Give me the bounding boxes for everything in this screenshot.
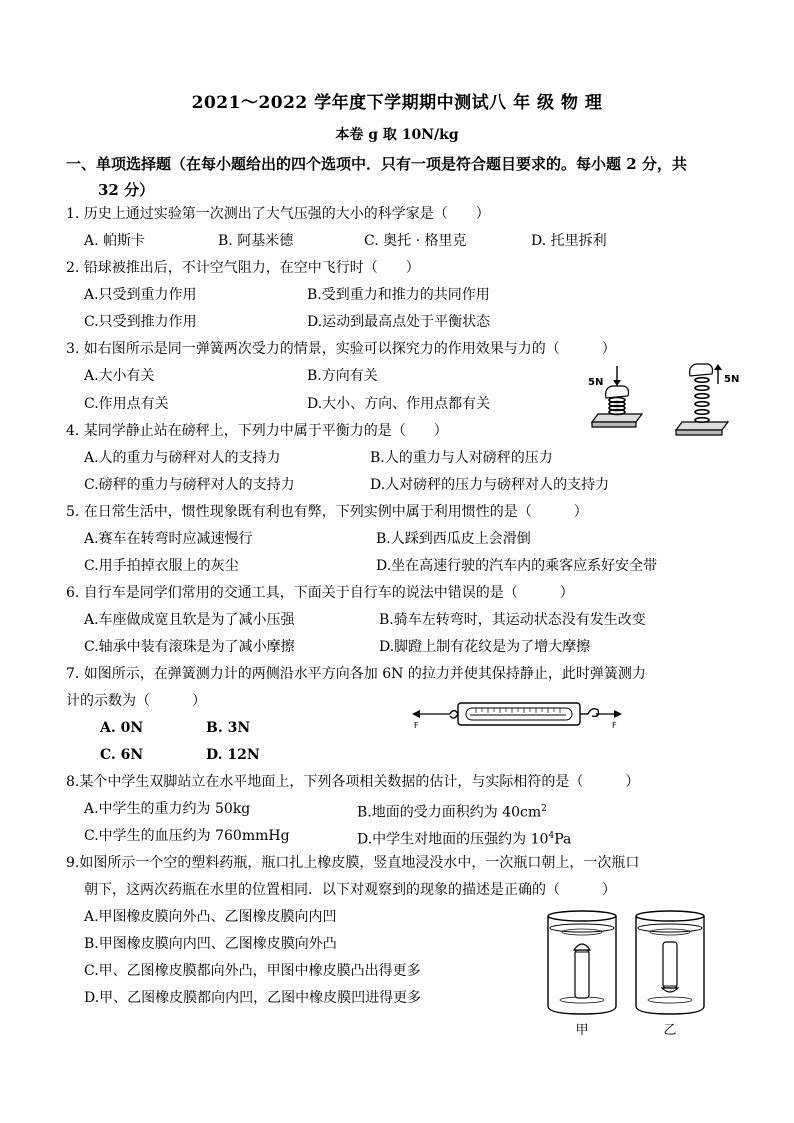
question-2-stem: 2. 铅球被推出后，不计空气阻力，在空中飞行时（ ） — [66, 260, 420, 276]
spring-right-label: 5N — [724, 374, 740, 385]
question-2-option-a: A.只受到重力作用 — [84, 287, 197, 303]
question-6-option-c: C.轴承中装有滚珠是为了减小摩擦 — [84, 639, 295, 655]
section-heading-line2: 32 分） — [98, 181, 155, 199]
question-5-option-c: C.用手拍掉衣服上的灰尘 — [84, 558, 239, 574]
question-6-option-a: A.车座做成宽且软是为了减小压强 — [84, 612, 295, 628]
question-6-option-b: B.骑车左转弯时，其运动状态没有发生改变 — [379, 612, 646, 628]
question-9-option-d: D.甲、乙图橡皮膜都向内凹，乙图中橡皮膜凹进得更多 — [84, 990, 422, 1006]
question-8-stem: 8.某个中学生双脚站立在水平地面上，下列各项相关数据的估计，与实际相符的是（ ） — [66, 774, 640, 790]
question-5-option-d: D.坐在高速行驶的汽车内的乘客应系好安全带 — [376, 558, 658, 574]
spring-left-label: 5N — [588, 377, 604, 388]
question-8-option-d: D.中学生对地面的压强约为 $10^4Pa$ — [357, 831, 572, 848]
question-4-option-c: C.磅秤的重力与磅秤对人的支持力 — [84, 477, 295, 493]
beaker-yi — [636, 911, 704, 1014]
question-7-stem-cont: 计的示数为（ ） — [66, 693, 206, 709]
section-heading-line1: 一、单项选择题（在每小题给出的四个选项中．只有一项是符合题目要求的。每小题 2 分，共 — [66, 155, 687, 173]
question-9-option-c: C.甲、乙图橡皮膜都向外凸，甲图中橡皮膜凸出得更多 — [84, 963, 421, 979]
question-1-stem: 1. 历史上通过实验第一次测出了大气压强的大小的科学家是（ ） — [66, 206, 490, 222]
question-7-option-b: B. 3N — [206, 720, 251, 736]
question-8-option-a: A.中学生的重力约为 50kg — [84, 801, 251, 817]
question-7-stem: 7. 如图所示，在弹簧测力计的两侧沿水平方向各加 6N 的拉力并使其保持静止，此时弹簧测力 — [66, 666, 646, 682]
question-1-option-b: B. 阿基米德 — [218, 233, 294, 249]
question-1-option-c: C. 奥托 · 格里克 — [364, 233, 467, 249]
question-2-option-b: B.受到重力和推力的共同作用 — [307, 287, 490, 303]
question-4-option-a: A.人的重力与磅秤对人的支持力 — [84, 450, 281, 466]
question-4-stem: 4. 某同学静止站在磅秤上，下列力中属于平衡力的是（ ） — [66, 423, 448, 439]
page-title: 2021～2022 学年度下学期期中测试八 年 级 物 理 — [191, 93, 603, 113]
section-heading — [66, 151, 746, 203]
question-9-option-b: B.甲图橡皮膜向内凹、乙图橡皮膜向外凸 — [84, 936, 337, 952]
question-3-option-c: C.作用点有关 — [84, 396, 169, 412]
question-4-option-b: B.人的重力与人对磅秤的压力 — [370, 450, 553, 466]
question-3-stem: 3. 如右图所示是同一弹簧两次受力的情景，实验可以探究力的作用效果与力的（ ） — [66, 341, 616, 357]
question-6-stem: 6. 自行车是同学们常用的交通工具，下面关于自行车的说法中错误的是（ ） — [66, 585, 574, 601]
beaker-jia-label: 甲 — [575, 1023, 589, 1038]
question-7-option-d: D. 12N — [206, 747, 260, 763]
question-5-stem: 5. 在日常生活中，惯性现象既有利也有弊，下列实例中属于利用惯性的是（ ） — [66, 504, 588, 520]
beaker-jia — [548, 911, 616, 1014]
question-2-option-d: D.运动到最高点处于平衡状态 — [307, 314, 491, 330]
question-1-option-a: A. 帕斯卡 — [84, 233, 146, 249]
question-9-stem: 9.如图所示一个空的塑料药瓶，瓶口扎上橡皮膜，竖直地浸没水中，一次瓶口朝上，一次瓶口 — [66, 855, 640, 871]
question-9-option-a: A.甲图橡皮膜向外凸、乙图橡皮膜向内凹 — [84, 909, 337, 925]
question-8-option-b: B.地面的受力面积约为 $40cm^2$ — [357, 804, 547, 821]
force-right-label: F — [612, 721, 617, 730]
beaker-yi-label: 乙 — [663, 1023, 677, 1038]
question-5-option-b: B.人踩到西瓜皮上会滑倒 — [376, 531, 531, 547]
question-3-option-d: D.大小、方向、作用点都有关 — [307, 396, 491, 412]
question-9-stem-cont: 朝下，这两次药瓶在水里的位置相同．以下对观察到的现象的描述是正确的（ ） — [84, 882, 616, 898]
question-7-option-c: C. 6N — [100, 747, 144, 763]
page-subtitle: 本卷 g 取 10N/kg — [335, 127, 459, 143]
question-1-option-d: D. 托里拆利 — [531, 233, 607, 249]
question-2-option-c: C.只受到推力作用 — [84, 314, 197, 330]
question-5-option-a: A.赛车在转弯时应减速慢行 — [84, 531, 253, 547]
question-3-option-b: B.方向有关 — [307, 368, 378, 384]
question-4-option-d: D.人对磅秤的压力与磅秤对人的支持力 — [370, 477, 610, 493]
question-6-option-d: D.脚蹬上制有花纹是为了增大摩擦 — [379, 639, 591, 655]
question-3-option-a: A.大小有关 — [84, 368, 155, 384]
spring-scale-figure — [410, 694, 626, 734]
question-7-option-a: A. 0N — [100, 720, 144, 736]
beaker-figure — [540, 906, 712, 1042]
force-left-label: F — [414, 721, 419, 730]
question-8-option-c: C.中学生的血压约为 760mmHg — [84, 828, 290, 844]
